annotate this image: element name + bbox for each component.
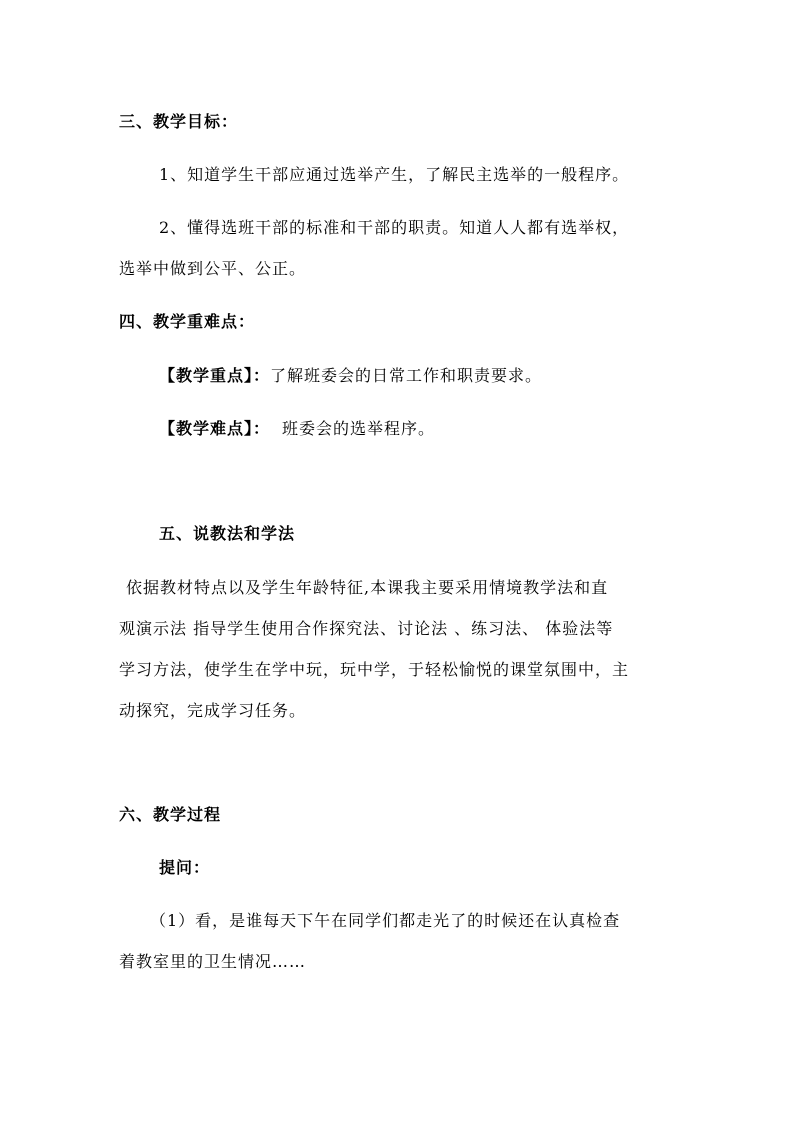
section-3-item-2-line-2: 选举中做到公平、公正。 xyxy=(119,259,307,278)
section-5-paragraph-line-1: 依据教材特点以及学生年龄特征,本课我主要采用情境教学法和直 xyxy=(126,578,609,597)
difficult-point-text: 班委会的选举程序。 xyxy=(282,419,436,438)
section-4-heading: 四、教学重难点： xyxy=(119,312,256,331)
section-5-paragraph-line-4: 动探究，完成学习任务。 xyxy=(119,701,307,720)
difficult-point-label: 【教学难点】： xyxy=(159,419,271,438)
section-3-item-1: 1、知道学生干部应通过选举产生，了解民主选举的一般程序。 xyxy=(159,165,630,184)
section-6-subheading: 提问： xyxy=(159,858,211,877)
section-5-paragraph-line-2: 观演示法 指导学生使用合作探究法、讨论法 、练习法、 体验法等 xyxy=(119,619,614,638)
section-5-paragraph-line-3: 学习方法，使学生在学中玩，玩中学，于轻松愉悦的课堂氛围中，主 xyxy=(119,660,630,679)
section-6-heading: 六、教学过程 xyxy=(119,805,222,824)
section-6-item-1-line-2: 着教室里的卫生情况…… xyxy=(119,952,307,971)
section-3-item-2-line-1: 2、懂得选班干部的标准和干部的职责。知道人人都有选举权， xyxy=(159,218,630,237)
difficult-point-line xyxy=(159,419,435,439)
section-5-heading: 五、说教法和学法 xyxy=(159,524,296,543)
section-3-heading: 三、教学目标： xyxy=(119,112,239,131)
key-point-text: 了解班委会的日常工作和职责要求。 xyxy=(270,366,543,385)
key-point-label: 【教学重点】： xyxy=(159,366,271,385)
key-point-line xyxy=(159,366,542,386)
section-6-item-1-line-1: （1）看，是谁每天下午在同学们都走光了的时候还在认真检查 xyxy=(150,911,621,930)
